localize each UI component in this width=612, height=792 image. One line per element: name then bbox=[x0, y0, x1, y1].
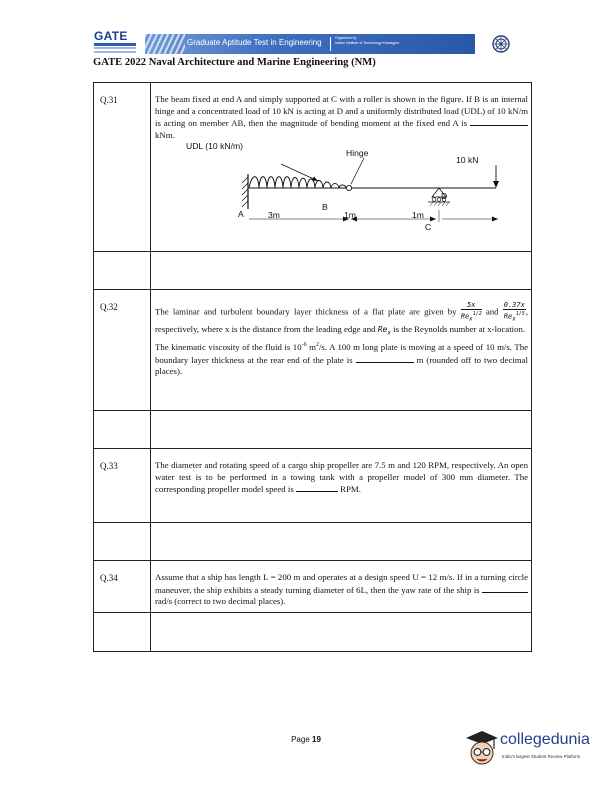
dimension-label-bc: 1m bbox=[344, 210, 356, 220]
answer-cell bbox=[151, 613, 531, 651]
banner-title: Graduate Aptitude Test in Engineering bbox=[187, 38, 322, 47]
document-title: GATE 2022 Naval Architecture and Marine Engineering (NM) bbox=[93, 57, 376, 68]
reynolds-subscript: x bbox=[512, 316, 516, 323]
point-b-label: B bbox=[322, 202, 328, 212]
dimension-arrowhead bbox=[430, 217, 436, 222]
dimension-label-cd: 1m bbox=[412, 210, 424, 220]
udl-label: UDL (10 kN/m) bbox=[186, 141, 243, 151]
page-label: Page bbox=[291, 735, 310, 744]
answer-row bbox=[94, 522, 531, 560]
question-body bbox=[151, 83, 531, 251]
gate-logo-bar bbox=[94, 47, 136, 49]
question-text-part: The laminar and turbulent boundary layer thickness of a flat plate are given by bbox=[155, 306, 457, 317]
collegedunia-logo bbox=[462, 727, 612, 775]
dimension-arrowhead bbox=[492, 217, 498, 222]
fixed-support-icon bbox=[242, 174, 248, 209]
question-number: Q.31 bbox=[94, 83, 151, 251]
udl-load-icon bbox=[249, 177, 346, 188]
question-text bbox=[155, 301, 528, 335]
question-text-part: The kinematic viscosity of the fluid is 10 bbox=[155, 342, 302, 353]
answer-blank bbox=[482, 584, 528, 593]
reynolds-subscript: x bbox=[469, 316, 473, 323]
question-row-q32 bbox=[94, 289, 531, 410]
answer-cell-left bbox=[94, 523, 151, 560]
point-load-label: 10 kN bbox=[456, 155, 479, 165]
question-text-part: The diameter and rotating speed of a cargo ship propeller are 7.5 m and 120 RPM, respectively. An open water test is to be performed in a towing tank with a propeller model of 300 mm diameter. The corresponding propeller model speed is bbox=[155, 460, 528, 494]
exponent: 2 bbox=[315, 342, 319, 349]
fraction-denominator bbox=[503, 310, 526, 324]
question-text bbox=[155, 572, 528, 608]
question-text-part: Assume that a ship has length L = 200 m and operates at a design speed U = 12 m/s. If in a turning circle maneuver, the ship exhibits a steady turning diameter of 6L, then the yaw rate of the ship is bbox=[155, 572, 528, 595]
reynolds-subscript: x bbox=[387, 329, 391, 337]
question-text-part: /s. A 100 m long plate is moving at a speed of 10 m/s. The boundary layer thickness at the rear end of the plate is bbox=[155, 342, 529, 365]
udl-pointer-arrowhead bbox=[312, 177, 318, 182]
gate-logo bbox=[93, 30, 139, 56]
reynolds-symbol: Re bbox=[460, 312, 470, 321]
answer-row bbox=[94, 612, 531, 651]
answer-row bbox=[94, 251, 531, 289]
question-text-part: m bbox=[309, 342, 316, 353]
question-table bbox=[93, 82, 532, 652]
answer-blank bbox=[356, 354, 414, 363]
point-load-arrowhead bbox=[493, 181, 499, 188]
answer-blank bbox=[296, 483, 338, 492]
beam-diagram bbox=[153, 137, 531, 247]
answer-unit: RPM. bbox=[340, 484, 361, 494]
organizer-line1: Organised by bbox=[335, 36, 357, 40]
graduate-mascot-icon bbox=[464, 729, 500, 769]
organizer-line2: Indian Institute of Technology Kharagpur bbox=[335, 41, 400, 45]
question-row-q33 bbox=[94, 448, 531, 522]
question-text-part: rad/s (correct to two decimal places). bbox=[155, 596, 286, 606]
question-number: Q.33 bbox=[94, 449, 151, 522]
dimension-label-ab: 3m bbox=[268, 210, 280, 220]
gate-logo-bar bbox=[94, 51, 136, 53]
question-number: Q.34 bbox=[94, 561, 151, 612]
question-body bbox=[151, 449, 531, 522]
gate-logo-bar bbox=[94, 43, 136, 46]
turbulent-thickness-formula bbox=[503, 301, 526, 324]
question-text-part: and bbox=[485, 306, 499, 317]
reynolds-exponent: 1/2 bbox=[472, 311, 482, 317]
hinge-label: Hinge bbox=[346, 148, 369, 158]
answer-blank bbox=[470, 117, 528, 126]
question-text-part: m (rounded off to two decimal places). bbox=[155, 354, 528, 377]
beam-figure bbox=[153, 137, 531, 247]
fraction-numerator: 5x bbox=[461, 301, 482, 310]
answer-cell-left bbox=[94, 613, 151, 651]
udl-pointer-line bbox=[281, 164, 318, 181]
point-c-label: C bbox=[425, 222, 432, 232]
question-text bbox=[155, 94, 528, 141]
brand-tagline: India's largest Student Review Platform bbox=[502, 754, 581, 759]
gate-logo-text: GATE bbox=[94, 29, 128, 43]
answer-cell bbox=[151, 523, 531, 560]
question-body bbox=[151, 290, 531, 410]
question-number: Q.32 bbox=[94, 290, 151, 410]
brand-name: collegedunia bbox=[500, 731, 590, 748]
answer-cell bbox=[151, 411, 531, 448]
question-text-part: The beam fixed at end A and simply supported at C with a roller is shown in the figure. If B is an internal hinge and a concentrated load of 10 kN is acting at D and a uniformly distributed load (UDL) of 10 kN/m is acting on member AB, then the magnitude of bending moment at the fixed end A is bbox=[155, 94, 528, 128]
answer-unit: kNm. bbox=[155, 129, 175, 140]
page-number-value: 19 bbox=[312, 735, 321, 744]
header-banner bbox=[145, 34, 475, 54]
banner-divider bbox=[330, 37, 331, 51]
hinge-pointer-line bbox=[351, 158, 364, 184]
exponent: -6 bbox=[301, 342, 307, 349]
question-text bbox=[155, 460, 528, 496]
reynolds-symbol: Re bbox=[503, 312, 513, 321]
fraction-numerator: 0.37x bbox=[503, 301, 525, 309]
question-body bbox=[151, 561, 531, 612]
answer-cell bbox=[151, 252, 531, 289]
organizer-text bbox=[335, 36, 399, 46]
answer-row bbox=[94, 410, 531, 448]
reynolds-symbol bbox=[377, 324, 391, 337]
question-row-q31 bbox=[94, 83, 531, 251]
point-d-label: D bbox=[441, 191, 448, 201]
answer-cell-left bbox=[94, 411, 151, 448]
question-text-part: , respectively, where x is the distance from the leading edge and bbox=[155, 306, 529, 334]
point-a-label: A bbox=[238, 209, 244, 219]
hinge-icon bbox=[346, 185, 351, 190]
banner-stripes bbox=[145, 34, 185, 54]
question-text-part: is the Reynolds number at x-location. bbox=[393, 323, 526, 334]
answer-cell-left bbox=[94, 252, 151, 289]
page-header bbox=[93, 30, 519, 56]
reynolds-exponent: 1/5 bbox=[515, 311, 525, 317]
laminar-thickness-formula bbox=[461, 301, 482, 324]
question-text bbox=[155, 342, 528, 378]
reynolds-symbol-text: Re bbox=[377, 324, 388, 334]
fraction-denominator bbox=[461, 310, 482, 324]
question-row-q34 bbox=[94, 560, 531, 612]
iit-emblem-icon bbox=[491, 34, 511, 54]
